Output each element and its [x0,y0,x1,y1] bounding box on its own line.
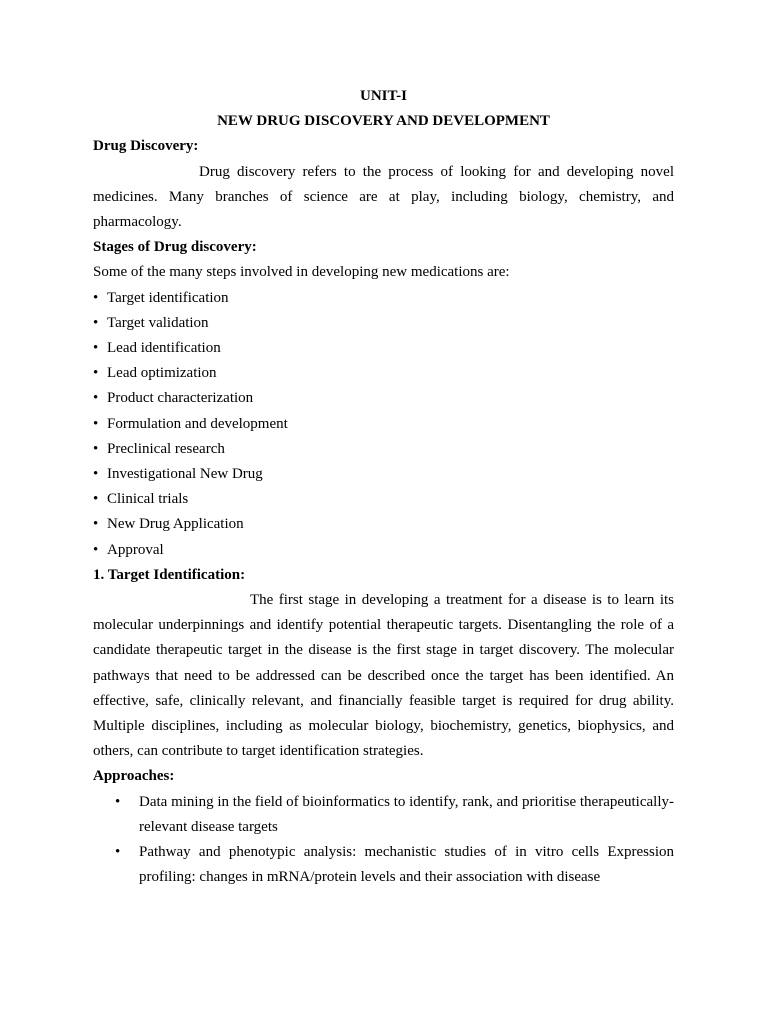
bullet-icon: • [115,793,121,810]
list-item [93,437,674,462]
list-item-label: Lead optimization [107,365,217,382]
bullet-icon: • [93,541,99,558]
stages-list [93,286,674,563]
list-item [93,386,674,411]
list-item-label: Data mining in the field of bioinformatics to identify, rank, and prioritise therapeutically-relevant disease targets [139,793,674,835]
list-item [93,487,674,512]
bullet-icon: • [115,844,121,861]
list-item-label: Formulation and development [107,415,288,432]
list-item [93,311,674,336]
stages-intro: Some of the many steps involved in developing new medications are: [93,264,510,281]
list-item-label: Approval [107,541,164,558]
list-item [93,512,674,537]
bullet-icon: • [93,289,99,306]
bullet-icon: • [93,466,99,483]
list-item-label: Clinical trials [107,491,189,508]
list-item [93,361,674,386]
target-identification-heading: 1. Target Identification: [93,566,246,583]
bullet-icon: • [93,440,99,457]
bullet-icon: • [93,314,99,331]
bullet-icon: • [93,516,99,533]
target-identification-paragraph: The first stage in developing a treatment for a disease is to learn its molecular underpinnings and identify potential therapeutic targets. Disentangling the role of a candidate therapeutic target in the disease is the first stage in target discovery. The molecular pathways that need to be addressed can be described once the target has been identified. An effective, safe, clinically relevant, and financially feasible target is required for drug ability. Multiple disciplines, including as molecular biology, biochemistry, genetics, biophysics, and others, can contribute to target identification strategies. [93,592,674,760]
list-item-label: Target validation [107,314,209,331]
approaches-list [93,790,674,891]
page-title: NEW DRUG DISCOVERY AND DEVELOPMENT [217,113,550,130]
approaches-heading: Approaches: [93,768,175,785]
list-item [93,286,674,311]
list-item-label: New Drug Application [107,516,244,533]
list-item-label: Preclinical research [107,440,225,457]
stages-heading: Stages of Drug discovery: [93,239,257,256]
bullet-icon: • [93,365,99,382]
document-page [93,84,674,891]
list-item [93,538,674,563]
drug-discovery-heading: Drug Discovery: [93,138,199,155]
bullet-icon: • [93,390,99,407]
list-item-label: Lead identification [107,340,221,357]
bullet-icon: • [93,491,99,508]
bullet-icon: • [93,340,99,357]
list-item [93,790,674,840]
unit-heading: UNIT-I [360,88,407,104]
bullet-icon: • [93,415,99,432]
drug-discovery-paragraph: Drug discovery refers to the process of looking for and developing novel medicines. Many branches of science are at play, including biology, chemistry, and pharmacology. [93,163,674,231]
list-item [93,336,674,361]
list-item-label: Target identification [107,289,229,306]
list-item-label: Product characterization [107,390,254,407]
list-item-label: Investigational New Drug [107,466,263,483]
list-item [93,412,674,437]
list-item-label: Pathway and phenotypic analysis: mechanistic studies of in vitro cells Expression profiling: changes in mRNA/protein levels and their association with disease [139,844,674,886]
list-item [93,840,674,890]
list-item [93,462,674,487]
